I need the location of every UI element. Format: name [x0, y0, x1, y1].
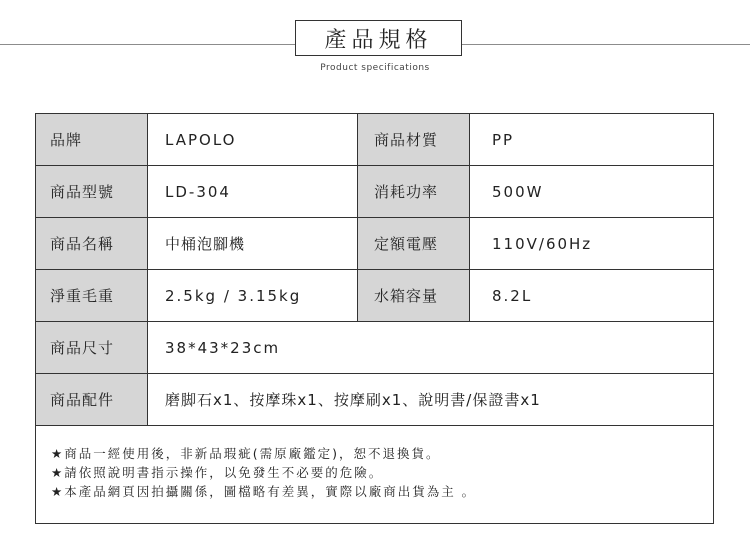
- spec-label: 商品材質: [358, 114, 470, 165]
- spec-row-model: [36, 166, 713, 218]
- spec-value: PP: [492, 130, 515, 149]
- spec-value: 110V/60Hz: [492, 234, 593, 253]
- title-frame: [295, 20, 462, 56]
- spec-table: [35, 113, 714, 524]
- spec-row-name: [36, 218, 713, 270]
- spec-value: 磨脚石x1、按摩珠x1、按摩刷x1、說明書/保證書x1: [165, 391, 541, 409]
- page-subtitle: Product specifications: [320, 63, 430, 73]
- spec-row-weight: [36, 270, 713, 322]
- title-divider-right: [462, 44, 750, 45]
- spec-label: 商品型號: [36, 166, 148, 217]
- spec-label: 商品尺寸: [36, 322, 148, 373]
- note-line: ★商品一經使用後，非新品瑕疵(需原廠鑑定)，恕不退換貨。: [51, 446, 441, 461]
- spec-value: LAPOLO: [148, 114, 358, 165]
- spec-label: 消耗功率: [358, 166, 470, 217]
- page-title: 產品規格: [324, 27, 433, 53]
- spec-label: 水箱容量: [358, 270, 470, 321]
- title-divider-left: [0, 44, 295, 45]
- note-line: ★請依照說明書指示操作，以免發生不必要的危險。: [51, 465, 384, 480]
- spec-row-accessories: [36, 374, 713, 426]
- spec-value: 中桶泡腳機: [148, 218, 358, 269]
- spec-label: 定額電壓: [358, 218, 470, 269]
- spec-value: LD-304: [148, 166, 358, 217]
- spec-value: 8.2L: [492, 286, 533, 305]
- spec-value: 38*43*23cm: [165, 338, 281, 357]
- spec-row-size: [36, 322, 713, 374]
- spec-label: 商品名稱: [36, 218, 148, 269]
- note-line: ★本產品網頁因拍攝關係，圖檔略有差異，實際以廠商出貨為主 。: [51, 484, 477, 499]
- spec-value: 2.5kg / 3.15kg: [148, 270, 358, 321]
- spec-row-brand: [36, 114, 713, 166]
- spec-label: 淨重毛重: [36, 270, 148, 321]
- spec-value: 500W: [492, 182, 544, 201]
- spec-label: 商品配件: [36, 374, 148, 425]
- notes-section: [36, 426, 713, 523]
- spec-label: 品牌: [36, 114, 148, 165]
